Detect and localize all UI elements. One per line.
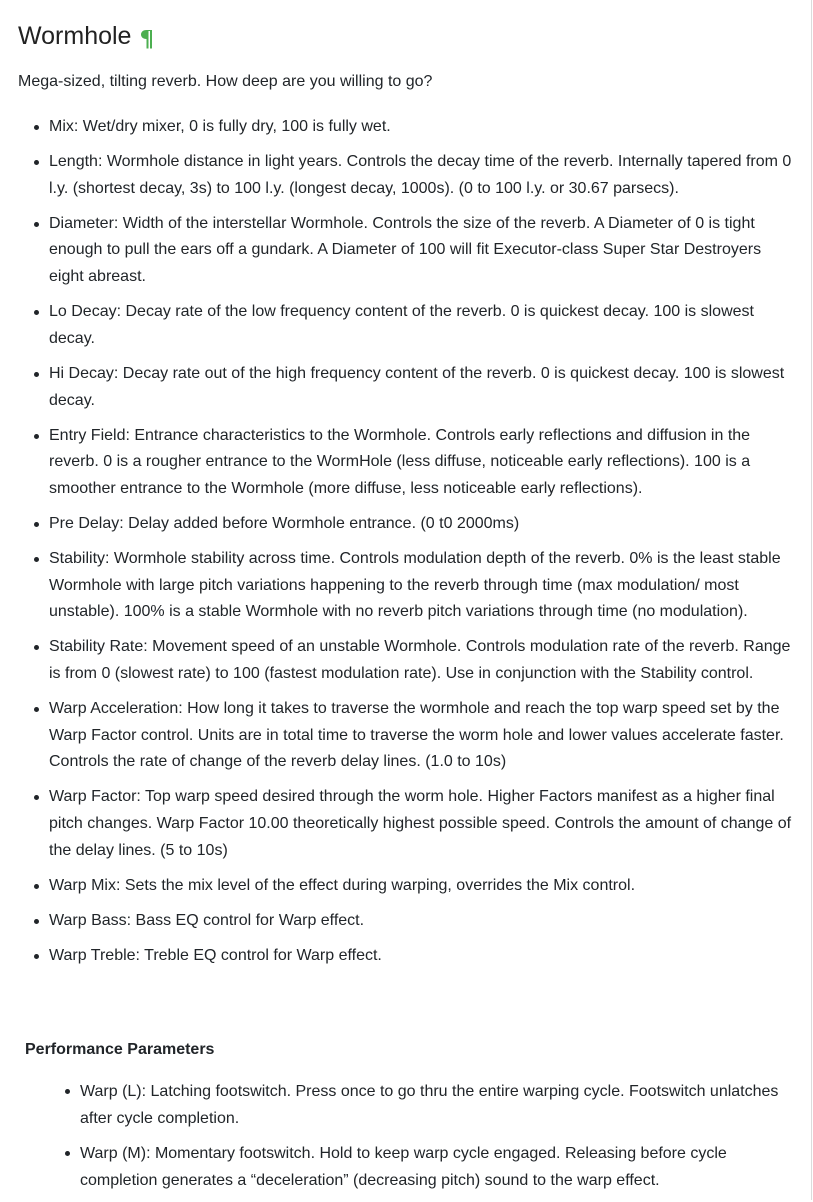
param-stability-rate: Stability Rate: Movement speed of an unstable Wormhole. Controls modulation rate of the reverb. Range is from 0 (slowest rate) to 100 (fastest modulation rate). Use in conjunction with the Stability control. (0, 634, 812, 687)
pilcrow-icon[interactable] (140, 28, 154, 50)
title-row (18, 16, 154, 56)
param-length: Length: Wormhole distance in light years. Controls the decay time of the reverb. Internally tapered from 0 l.y. (shortest decay, 3s) to 100 l.y. (longest decay, 1000s). (0 to 100 l.y. or 30.67 parsecs). (0, 149, 812, 202)
param-warp-bass: Warp Bass: Bass EQ control for Warp effect. (0, 908, 812, 935)
param-warp-factor: Warp Factor: Top warp speed desired through the worm hole. Higher Factors manifest as a higher final pitch changes. Warp Factor 10.00 theoretically highest possible speed. Controls the amount of change of the delay lines. (5 to 10s) (0, 784, 812, 864)
param-warp-treble: Warp Treble: Treble EQ control for Warp effect. (0, 943, 812, 970)
parameter-list (0, 114, 812, 978)
param-entry-field: Entry Field: Entrance characteristics to the Wormhole. Controls early reflections and diffusion in the reverb. 0 is a rougher entrance to the WormHole (less diffuse, noticeable early reflections). 100 is a smoother entrance to the Wormhole (more diffuse, less noticeable early reflections). (0, 423, 812, 503)
perf-warp-momentary: Warp (M): Momentary footswitch. Hold to keep warp cycle engaged. Releasing before cycle completion generates a “deceleration” (decreasing pitch) sound to the warp effect. (0, 1140, 812, 1194)
param-stability: Stability: Wormhole stability across time. Controls modulation depth of the reverb. 0% is the least stable Wormhole with large pitch variations happening to the reverb through time (max modulation/ most unstable). 100% is a stable Wormhole with no reverb pitch variations through time (no modulation). (0, 546, 812, 626)
performance-heading: Performance Parameters (25, 1041, 215, 1058)
param-warp-acceleration: Warp Acceleration: How long it takes to traverse the wormhole and reach the top warp speed set by the Warp Factor control. Units are in total time to traverse the worm hole and lower values accelerate faster. Controls the rate of change of the reverb delay lines. (1.0 to 10s) (0, 696, 812, 776)
param-mix: Mix: Wet/dry mixer, 0 is fully dry, 100 is fully wet. (0, 114, 812, 141)
page-title: Wormhole (18, 22, 132, 50)
param-pre-delay: Pre Delay: Delay added before Wormhole entrance. (0 t0 2000ms) (0, 511, 812, 538)
param-hi-decay: Hi Decay: Decay rate out of the high frequency content of the reverb. 0 is quickest decay. 100 is slowest decay. (0, 361, 812, 414)
param-diameter: Diameter: Width of the interstellar Wormhole. Controls the size of the reverb. A Diameter of 0 is tight enough to pull the ears off a gundark. A Diameter of 100 will fit Executor-class Super Star Destroyers eight abreast. (0, 211, 812, 291)
param-warp-mix: Warp Mix: Sets the mix level of the effect during warping, overrides the Mix control. (0, 873, 812, 900)
param-lo-decay: Lo Decay: Decay rate of the low frequency content of the reverb. 0 is quickest decay. 100 is slowest decay. (0, 299, 812, 352)
performance-list (0, 1078, 812, 1202)
perf-warp-latching: Warp (L): Latching footswitch. Press once to go thru the entire warping cycle. Footswitch unlatches after cycle completion. (0, 1078, 812, 1132)
intro-text: Mega-sized, tilting reverb. How deep are you willing to go? (18, 73, 433, 90)
